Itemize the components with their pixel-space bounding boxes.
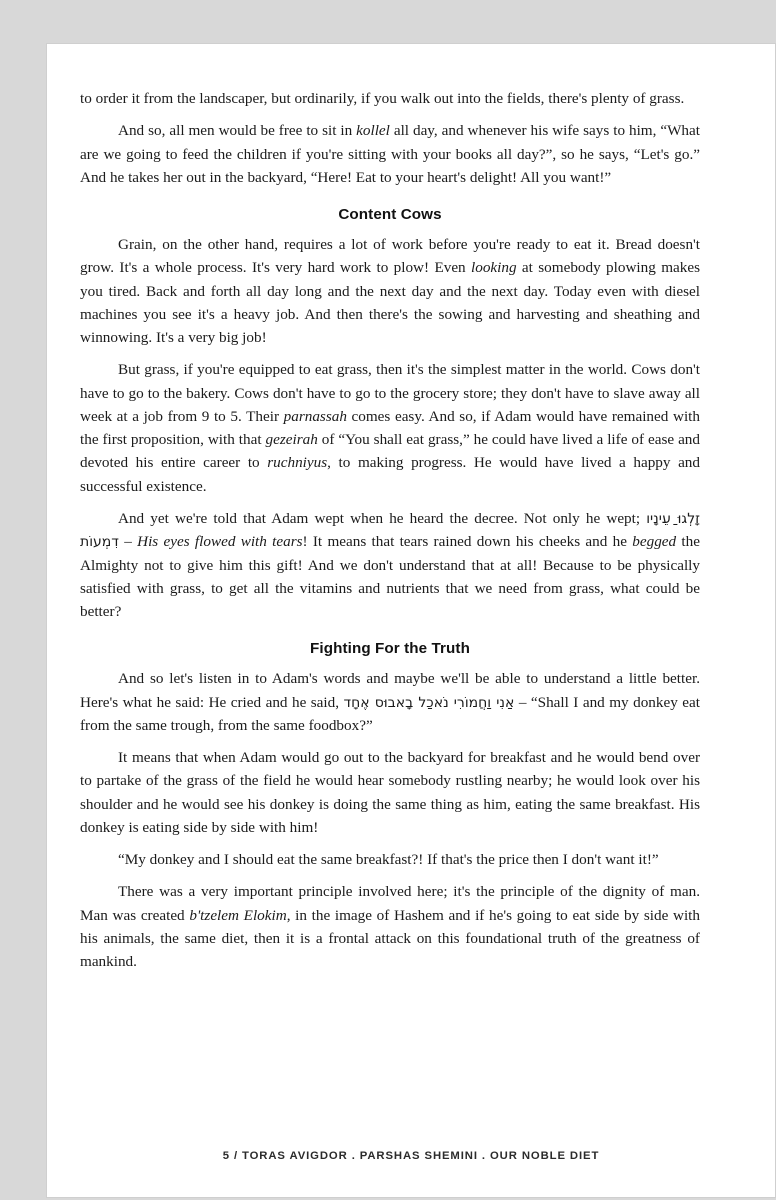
hebrew-quote: זָלְגוּ ַעֵינָיו דִמְעוֹת xyxy=(80,510,701,551)
document-page xyxy=(46,43,776,1198)
paragraph-grain-work: Grain, on the other hand, requires a lot of work before you're ready to eat it. Bread doesn't grow. It's a whole process. It's very hard work to plow! Even looking at somebody plowing makes you tired. Back and forth all day long and the next day and the next day. Today even with diesel machines you see it's a heavy job. And then there's the sowing and harvesting and sheathing and winnowing. It's a very big job! xyxy=(80,236,700,346)
paragraph-adam-wept: And yet we're told that Adam wept when he heard the decree. Not only he wept; זָלְגוּ ַעֵינָיו דִמְעוֹת – His eyes flowed with tears! It means that tears rained down his cheeks and he begged the Almighty not to give him this gift! And we don't understand that at all! Because to be physically satisfied with grass, to get all the vitamins and nutrients that we need from grass, what could be better? xyxy=(80,509,701,621)
page-body-text xyxy=(80,87,700,973)
paragraph-same-breakfast: “My donkey and I should eat the same breakfast?! If that's the price then I don't want it!” xyxy=(118,851,659,869)
page-footer: 5 / TORAS AVIGDOR . PARSHAS SHEMINI . OUR NOBLE DIET xyxy=(222,1150,600,1162)
paragraph-kollel: And so, all men would be free to sit in kollel all day, and whenever his wife says to him, “What are we going to feed the children if you're sitting with your books all day?”, so he says, “Let's go.” And he takes her out in the backyard, “Here! Eat to your heart's delight! All you want!” xyxy=(80,122,700,186)
paragraph-continued-grass: to order it from the landscaper, but ordinarily, if you walk out into the fields, there's plenty of grass. xyxy=(80,90,685,107)
paragraph-grass-simplest: But grass, if you're equipped to eat grass, then it's the simplest matter in the world. Cows don't have to go to the bakery. Cows don't have to go to the grocery store; they don't have to slave away all week at a job from 9 to 5. Their parnassah comes easy. And so, if Adam would have remained with the first proposition, with that gezeirah of “You shall eat grass,” he could have lived a life of ease and devoted his entire career to ruchniyus, to making progress. He would have lived a happy and successful existence. xyxy=(80,361,700,495)
paragraph-donkey-rustling: It means that when Adam would go out to the backyard for breakfast and he would bend over to partake of the grass of the field he would hear somebody rustling nearby; he would look over his shoulder and he would see his donkey is doing the same thing as him, eating the same breakfast. His donkey is eating side by side with him! xyxy=(80,749,700,836)
paragraph-adams-words: And so let's listen in to Adam's words and maybe we'll be able to understand a little better. Here's what he said: He cried and he said, אַנִי וַחֲמוֹרִי נֹאכַל בָאבוּס אֶחָד – “Shall I and my donkey eat from the same trough, from the same foodbox?” xyxy=(80,670,700,734)
heading-content-cows: Content Cows xyxy=(338,206,442,223)
heading-fighting-for-the-truth: Fighting For the Truth xyxy=(310,640,470,658)
paragraph-dignity-of-man: There was a very important principle involved here; it's the principle of the dignity of man. Man was created b'tzelem Elokim, in the image of Hashem and if he's going to eat side by side with his animals, the same diet, then it is a frontal attack on this foundational truth of the greatness of mankind. xyxy=(80,883,700,971)
hebrew-quote: אַנִי וַחֲמוֹרִי נֹאכַל בָאבוּס אֶחָד xyxy=(343,694,515,711)
